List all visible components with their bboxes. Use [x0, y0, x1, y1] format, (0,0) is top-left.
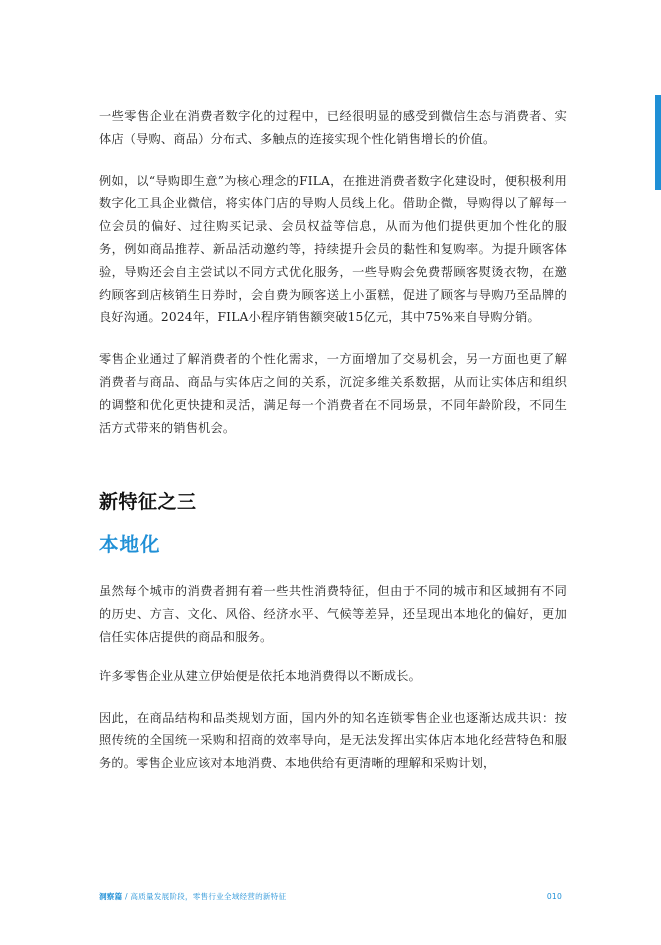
body-paragraph: 许多零售企业从建立伊始便是依托本地消费得以不断成长。	[99, 668, 422, 683]
footer-separator: /	[122, 892, 131, 901]
footer-subtitle: 高质量发展阶段，零售行业全域经营的新特征	[130, 892, 287, 901]
body-paragraph: 零售企业通过了解消费者的个性化需求，一方面增加了交易机会，另一方面也更了解消费者与商品、商品与实体店之间的关系，沉淀多维关系数据，从而让实体店和组织的调整和优化更快捷和灵活，满足每一个消费者在不同场景，不同年龄阶段，不同生活方式带来的销售机会。	[99, 352, 567, 435]
section-title: 本地化	[99, 533, 161, 557]
body-paragraph: 一些零售企业在消费者数字化的过程中，已经很明显的感受到微信生态与消费者、实体店（导购、商品）分布式、多触点的连接实现个性化销售增长的价值。	[99, 109, 567, 146]
footer-breadcrumb	[99, 891, 286, 902]
page-content	[99, 105, 567, 775]
section-body	[99, 580, 567, 775]
body-paragraph: 例如，以“导购即生意”为核心理念的FILA，在推进消费者数字化建设时，便积极利用数字化工具企业微信，将实体门店的导购人员线上化。借助企微，导购得以了解每一位会员的偏好、过往购买记录、会员权益等信息，从而为他们提供更加个性化的服务，例如商品推荐、新品活动邀约等，持续提升会员的黏性和复购率。为提升顾客体验，导购还会自主尝试以不同方式优化服务，一些导购会免费帮顾客熨烫衣物，在邀约顾客到店核销生日券时，会自费为顾客送上小蛋糕，促进了顾客与导购乃至品牌的良好沟通。2024年，FILA小程序销售额突破15亿元，其中75%来自导购分销。	[99, 173, 567, 325]
page-footer	[99, 891, 562, 902]
page-number: 010	[546, 892, 562, 901]
section-kicker: 新特征之三	[99, 491, 197, 514]
page-accent-bar	[655, 95, 661, 190]
body-paragraph: 因此，在商品结构和品类规划方面，国内外的知名连锁零售企业也逐渐达成共识：按照传统的全国统一采购和招商的效率导向，是无法发挥出实体店本地化经营特色和服务的。零售企业应该对本地消费、本地供给有更清晰的理解和采购计划，	[99, 710, 567, 771]
body-paragraph: 虽然每个城市的消费者拥有着一些共性消费特征，但由于不同的城市和区域拥有不同的历史、方言、文化、风俗、经济水平、气候等差异，还呈现出本地化的偏好，更加信任实体店提供的商品和服务。	[99, 584, 567, 644]
footer-section-name: 洞察篇	[99, 892, 123, 901]
